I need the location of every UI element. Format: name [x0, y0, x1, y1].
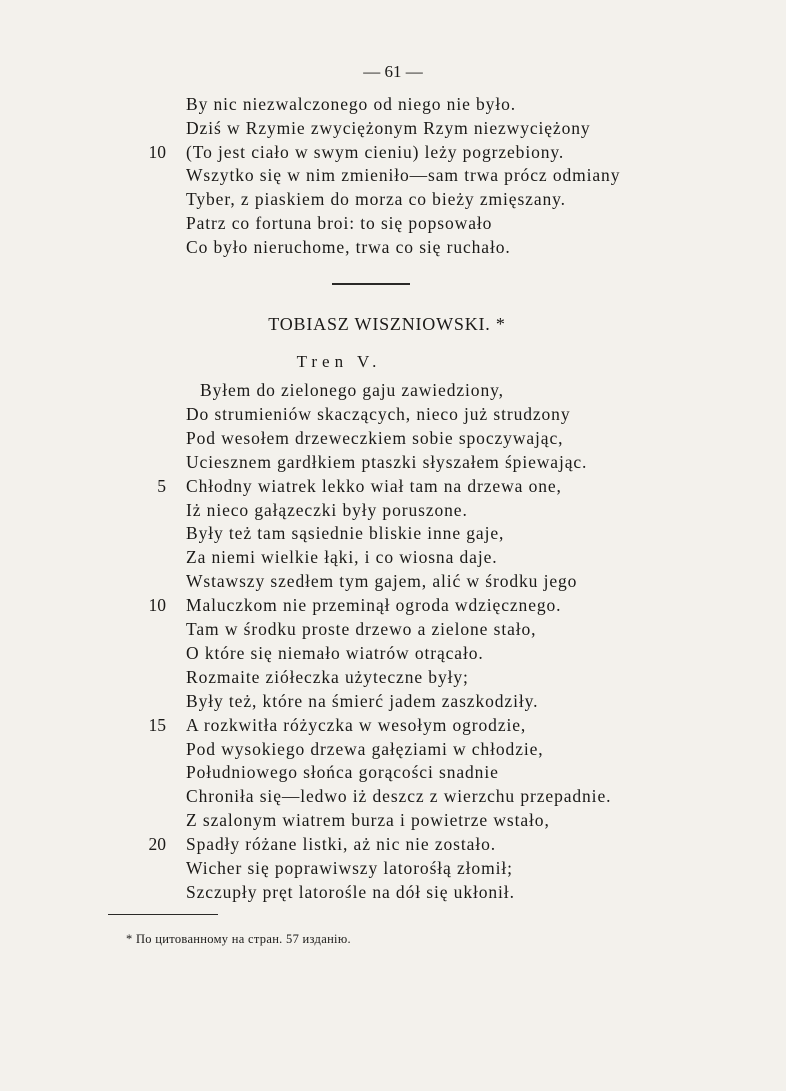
- verse-line: Tam w środku proste drzewo a zielone stało,: [186, 619, 537, 639]
- verse-line: Południowego słońca gorącości snadnie: [186, 762, 499, 783]
- verse-line: Wszytko się w nim zmieniło—sam trwa prócz odmiany: [186, 165, 621, 186]
- verse-line: Pod wesołem drzeweczkiem sobie spoczywając,: [186, 427, 564, 448]
- section-divider: [332, 283, 410, 285]
- verse-line: Za niemi wielkie łąki, i co wiosna daje.: [186, 547, 498, 568]
- poem-title-text: Tren V.: [296, 352, 382, 371]
- verse-line: Tyber, z piaskiem do morza co bieży zmięszany.: [186, 189, 566, 210]
- verse-line: Iż nieco gałązeczki były poruszone.: [186, 499, 468, 520]
- verse-line: By nic niezwalczonego od niego nie było.: [186, 94, 517, 114]
- verse-line: Chłodny wiatrek lekko wiał tam na drzewa one,: [186, 475, 562, 496]
- verse-line: Były też, które na śmierć jadem zaszkodziły.: [186, 690, 539, 711]
- verse-line: Chroniła się—ledwo iż deszcz z wierzchu przepadnie.: [186, 786, 612, 807]
- verse-line: Z szalonym wiatrem burza i powietrze wstało,: [186, 810, 550, 831]
- verse-line: O które się niemało wiatrów otrącało.: [186, 642, 484, 663]
- line-number: 15: [148, 714, 166, 735]
- verse-line: (To jest ciało w swym cieniu) leży pogrzebiony.: [186, 141, 565, 162]
- verse-line: Do strumieniów skaczących, nieco już strudzony: [186, 403, 571, 424]
- verse-line: A rozkwitła różyczka w wesołym ogrodzie,: [186, 714, 527, 735]
- line-number: 10: [148, 595, 166, 616]
- page-number: — 61 —: [363, 62, 423, 81]
- footnote: * По цитованному на стран. 57 изданію.: [126, 932, 351, 946]
- line-number: 20: [148, 834, 166, 855]
- line-number: 10: [148, 141, 166, 162]
- verse-line: Maluczkom nie przeminął ogroda wdzięcznego.: [186, 595, 562, 616]
- poem-title: [0, 352, 786, 372]
- verse-line: Co było nieruchome, trwa co się ruchało.: [186, 236, 511, 257]
- verse-line: Patrz co fortuna broi: to się popsowało: [186, 213, 493, 233]
- verse-line: Dziś w Rzymie zwyciężonym Rzym niezwyciężony: [186, 117, 591, 138]
- verse-line: Rozmaite ziółeczka użyteczne były;: [186, 666, 469, 687]
- verse-line: Spadły różane listki, aż nic nie zostało.: [186, 834, 497, 855]
- footnote-divider: [108, 914, 218, 915]
- verse-line: Wstawszy szedłem tym gajem, alić w środku jego: [186, 571, 578, 592]
- verse-line: Pod wysokiego drzewa gałęziami w chłodzie,: [186, 738, 544, 759]
- author-heading: [0, 314, 786, 335]
- verse-line: Wicher się poprawiwszy latorośłą złomił;: [186, 858, 513, 878]
- author-heading-text: TOBIASZ WISZNIOWSKI. *: [268, 314, 506, 334]
- line-number: 5: [157, 475, 166, 496]
- verse-line: Uciesznem gardłkiem ptaszki słyszałem śpiewając.: [186, 451, 588, 472]
- verse-line: Byłem do zielonego gaju zawiedziony,: [200, 380, 504, 400]
- verse-line: Szczupły pręt latorośle na dół się ukłonił.: [186, 881, 515, 902]
- verse-line: Były też tam sąsiednie bliskie inne gaje,: [186, 523, 505, 544]
